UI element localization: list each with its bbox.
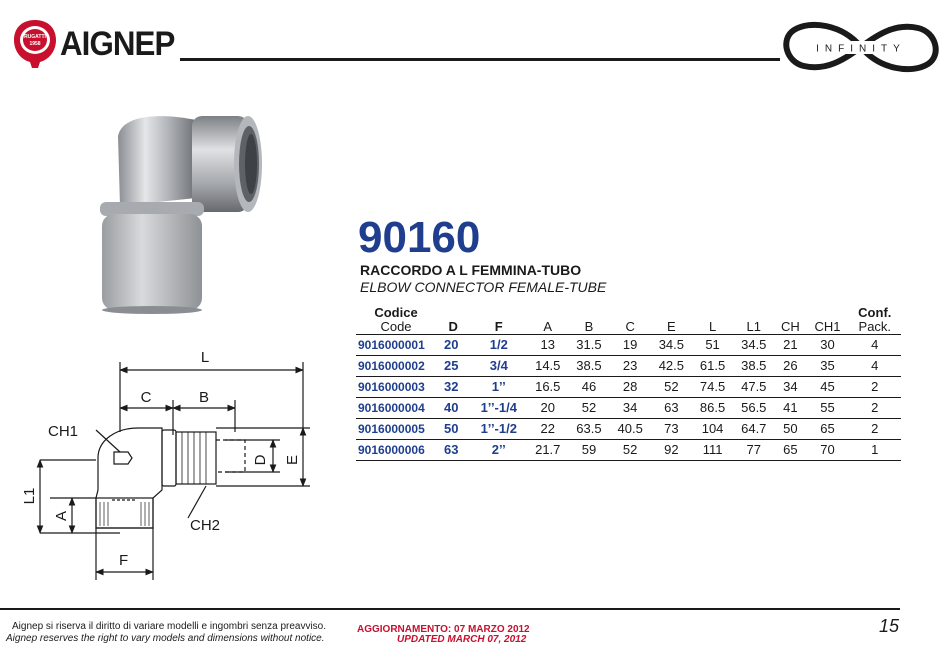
cell-a: 21.7 — [535, 442, 561, 457]
drawing-label-b: B — [198, 389, 210, 406]
cell-ch: 21 — [783, 337, 798, 352]
cell-e: 92 — [664, 442, 679, 457]
header-code — [356, 300, 436, 334]
cell-a: 13 — [540, 337, 555, 352]
cell-code: 9016000003 — [358, 379, 425, 394]
cell-pack: 2 — [871, 379, 879, 394]
cell-code: 9016000005 — [358, 421, 425, 436]
cell-d: 20 — [444, 337, 459, 352]
header-divider — [180, 58, 780, 61]
update-date-english: UPDATED MARCH 07, 2012 — [397, 634, 527, 645]
header-b: B — [584, 318, 594, 334]
brand-logo — [12, 18, 184, 70]
cell-f: 1/2 — [489, 337, 508, 352]
table-row — [356, 418, 901, 439]
drawing-label-f: F — [119, 552, 129, 569]
brand-name: AIGNEP — [60, 24, 175, 63]
product-photo — [96, 106, 266, 314]
dimensions-table — [356, 300, 901, 461]
cell-f: 1’’-1/4 — [480, 400, 517, 415]
header-code-it: Codice — [374, 304, 418, 320]
table-row — [356, 397, 901, 418]
cell-l: 74.5 — [699, 379, 726, 394]
cell-code: 9016000002 — [358, 358, 425, 373]
cell-ch1: 35 — [820, 358, 835, 373]
header-code-en: Code — [380, 318, 412, 334]
cell-f: 1’’-1/2 — [480, 421, 517, 436]
cell-code: 9016000001 — [358, 337, 425, 352]
cell-pack: 1 — [871, 442, 879, 457]
cell-l1: 47.5 — [741, 379, 767, 394]
cell-d: 32 — [444, 379, 459, 394]
product-code: 90160 — [358, 213, 481, 262]
header-e: E — [667, 318, 676, 334]
cell-a: 22 — [540, 421, 555, 436]
header-ch1: CH1 — [814, 318, 841, 334]
product-name-italian: RACCORDO A L FEMMINA-TUBO — [360, 262, 582, 278]
rugatti-badge-icon — [12, 18, 58, 70]
cell-b: 46 — [581, 379, 597, 394]
header-pack — [849, 300, 901, 334]
table-row — [356, 439, 901, 460]
table-row — [356, 376, 901, 397]
cell-e: 52 — [664, 379, 679, 394]
cell-f: 3/4 — [489, 358, 508, 373]
cell-pack: 4 — [871, 337, 879, 352]
cell-a: 20 — [540, 400, 555, 415]
cell-f: 2’’ — [491, 442, 506, 457]
footer-divider — [0, 608, 900, 610]
cell-ch: 34 — [783, 379, 798, 394]
cell-l1: 64.7 — [741, 421, 767, 436]
cell-ch1: 55 — [820, 400, 835, 415]
cell-ch1: 65 — [820, 421, 835, 436]
cell-d: 63 — [444, 442, 459, 457]
technical-drawing — [20, 340, 340, 585]
table-row — [356, 334, 901, 355]
cell-ch1: 45 — [820, 379, 835, 394]
header-l1: L1 — [746, 318, 761, 334]
cell-b: 59 — [581, 442, 597, 457]
header-a: A — [543, 318, 553, 334]
cell-l: 104 — [701, 421, 724, 436]
cell-a: 16.5 — [535, 379, 561, 394]
cell-f: 1’’ — [491, 379, 506, 394]
infinity-series-logo — [782, 18, 940, 76]
header-f: F — [494, 318, 503, 334]
cell-l1: 34.5 — [741, 337, 767, 352]
cell-c: 52 — [622, 442, 638, 457]
table-row — [356, 355, 901, 376]
cell-l: 51 — [705, 337, 720, 352]
header-l: L — [708, 318, 717, 334]
header-pack-en: Pack. — [858, 318, 892, 334]
cell-ch1: 30 — [820, 337, 835, 352]
cell-c: 40.5 — [617, 421, 643, 436]
cell-ch: 65 — [783, 442, 798, 457]
cell-l: 86.5 — [699, 400, 726, 415]
cell-pack: 2 — [871, 400, 879, 415]
cell-c: 23 — [622, 358, 638, 373]
product-name-english: ELBOW CONNECTOR FEMALE-TUBE — [360, 279, 607, 295]
table-header-row — [356, 300, 901, 334]
cell-ch: 26 — [783, 358, 798, 373]
drawing-label-l1: L1 — [21, 487, 38, 505]
drawing-label-e: E — [284, 454, 301, 466]
series-logo-text: INFINITY — [816, 43, 906, 55]
badge-text-bottom: 1958 — [29, 41, 41, 47]
cell-c: 19 — [622, 337, 638, 352]
cell-ch1: 70 — [820, 442, 835, 457]
cell-e: 73 — [664, 421, 679, 436]
cell-e: 34.5 — [658, 337, 685, 352]
cell-d: 50 — [444, 421, 459, 436]
drawing-label-d: D — [252, 454, 269, 466]
cell-e: 42.5 — [658, 358, 685, 373]
cell-b: 31.5 — [576, 337, 602, 352]
cell-d: 40 — [444, 400, 459, 415]
cell-l: 61.5 — [699, 358, 726, 373]
cell-pack: 4 — [871, 358, 879, 373]
drawing-label-c: C — [140, 389, 152, 406]
cell-pack: 2 — [871, 421, 879, 436]
cell-b: 63.5 — [576, 421, 602, 436]
cell-c: 28 — [622, 379, 638, 394]
cell-d: 25 — [444, 358, 459, 373]
cell-ch: 41 — [783, 400, 798, 415]
disclaimer-english: Aignep reserves the right to vary models and dimensions without notice. — [6, 633, 325, 644]
cell-l1: 56.5 — [741, 400, 767, 415]
header-c: C — [625, 318, 635, 334]
badge-text-top: RUGATTI — [24, 34, 46, 40]
page-number: 15 — [879, 616, 900, 636]
drawing-label-l: L — [200, 349, 210, 366]
drawing-label-ch2: CH2 — [190, 517, 221, 534]
header-ch: CH — [780, 318, 800, 334]
cell-b: 38.5 — [576, 358, 602, 373]
cell-l1: 38.5 — [741, 358, 767, 373]
cell-ch: 50 — [783, 421, 798, 436]
disclaimer-italian: Aignep si riserva il diritto di variare modelli e ingombri senza preavviso. — [12, 621, 327, 632]
cell-e: 63 — [664, 400, 679, 415]
header-d: D — [448, 318, 458, 334]
cell-a: 14.5 — [535, 358, 561, 373]
update-date-italian: AGGIORNAMENTO: 07 MARZO 2012 — [357, 624, 530, 635]
drawing-label-a: A — [53, 510, 70, 522]
cell-c: 34 — [622, 400, 638, 415]
cell-code: 9016000004 — [358, 400, 425, 415]
cell-l1: 77 — [746, 442, 761, 457]
cell-b: 52 — [581, 400, 597, 415]
cell-l: 111 — [702, 442, 723, 457]
drawing-label-ch1: CH1 — [48, 423, 79, 440]
header-pack-it: Conf. — [858, 304, 892, 320]
cell-code: 9016000006 — [358, 442, 425, 457]
